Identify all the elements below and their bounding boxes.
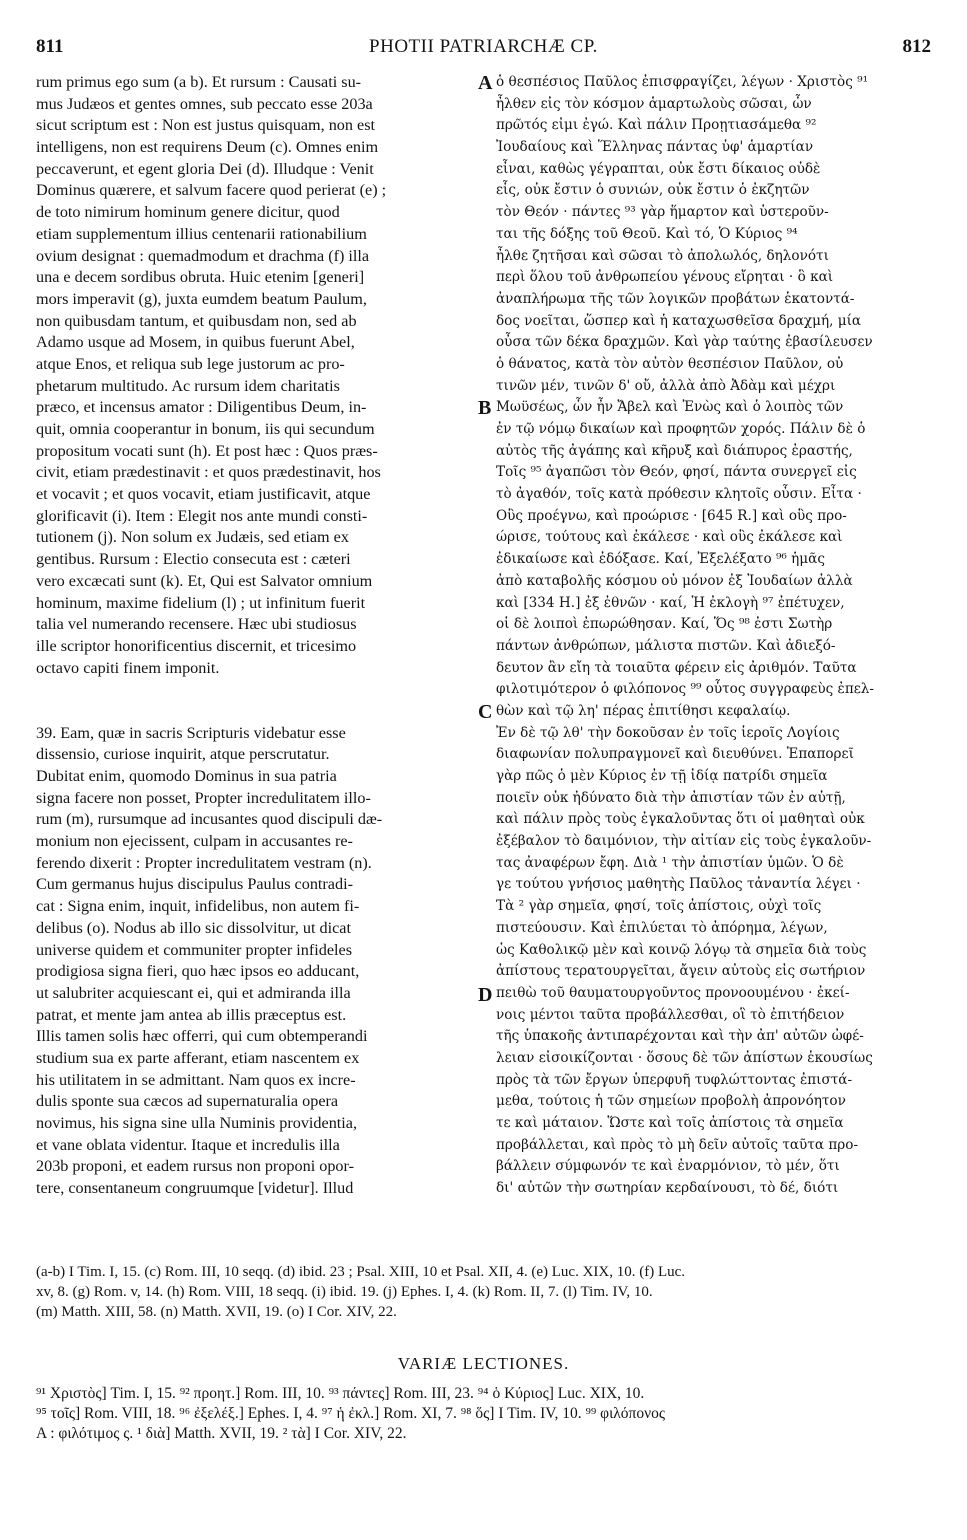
greek-line: εἶναι, καθὼς γέγραπται, οὐκ ἔστι δίκαιος οὐδὲ bbox=[496, 160, 821, 177]
greek-line: ὁ θεσπέσιος Παῦλος ἐπισφραγίζει, λέγων · Χριστὸς ⁹¹ bbox=[496, 74, 869, 90]
footnotes bbox=[36, 1262, 931, 1322]
section-marker-b: B bbox=[478, 397, 492, 419]
variant-reading-line: A : φιλότιμος ς. ¹ διὰ] Matth. XVII, 19. ² τὰ] I Cor. XIV, 22. bbox=[36, 1425, 407, 1442]
greek-line: δι' αὐτῶν τὴν σωτηρίαν κερδαίνουσι, τὸ δέ, διότι bbox=[496, 1180, 839, 1197]
latin-line: ovium designat : quemadmodum et drachma (f) illa bbox=[36, 246, 370, 265]
latin-column bbox=[36, 72, 470, 1200]
latin-line: de toto nimirum hominum genere dicitur, quod bbox=[36, 203, 340, 222]
greek-line: πάντων ἀνθρώπων, μάλιστα πιστῶν. Καὶ ἀδιεξό- bbox=[496, 637, 836, 654]
latin-line: et vane oblata videntur. Itaque et incredulis illa bbox=[36, 1135, 340, 1154]
greek-line: τῆς ὑπακοῆς ἀντιπαρέχονται καὶ τὴν ἀπ' αὐτῶν ὠφέ- bbox=[496, 1028, 864, 1045]
latin-line: signa facere non posset, Propter incredulitatem illo- bbox=[36, 788, 371, 807]
latin-line: et vocavit ; et quos vocavit, etiam justificavit, atque bbox=[36, 485, 371, 504]
greek-line: Τοῖς ⁹⁵ ἀγαπῶσι τὸν Θεόν, φησί, πάντα συνεργεῖ εἰς bbox=[496, 464, 857, 481]
greek-line: ἐν τῷ νόμῳ δικαίων καὶ προφητῶν χορός. Πάλιν δὲ ὁ bbox=[496, 421, 866, 437]
latin-line: talia vel numerando recensere. Hæc ubi studiosus bbox=[36, 615, 357, 634]
latin-line: etiam supplementum illius centenarii rationabilium bbox=[36, 224, 367, 243]
latin-line: una e decem sordibus obruta. Huic etenim [generi] bbox=[36, 268, 365, 287]
latin-line: Illis tamen solis hæc offerri, qui cum obtemperandi bbox=[36, 1027, 368, 1046]
latin-line: atque Enos, et reliqua sub lege justorum ac pro- bbox=[36, 354, 345, 373]
greek-line: νοις μέντοι ταῦτα προβάλλεσθαι, οἳ τὸ ἐπιτήδειον bbox=[496, 1006, 845, 1023]
greek-line: πρὸς τὰ τῶν ἔργων ὑπερφυῆ τυφλώττοντας ἐπιστά- bbox=[496, 1071, 853, 1088]
latin-line: tutionem (j). Non solum ex Judæis, sed etiam ex bbox=[36, 528, 349, 547]
variant-reading-line: ⁹¹ Χριστὸς] Tim. I, 15. ⁹² προητ.] Rom. III, 10. ⁹³ πάντες] Rom. III, 23. ⁹⁴ ὁ Κύριος] Luc. XIX, 10. bbox=[36, 1385, 645, 1402]
latin-line: his utilitatem in se admittant. Nam quos ex incre- bbox=[36, 1070, 356, 1089]
greek-line: προβάλλεται, καὶ πρὸς τὸ μὴ δεῖν αὐτοῖς ταῦτα προ- bbox=[496, 1136, 859, 1153]
greek-line: ἀπίστους τερατουργεῖται, ἄγειν αὐτοὺς εἰς σωτήριον bbox=[496, 963, 866, 980]
footnote-line: xv, 8. (g) Rom. v, 14. (h) Rom. VIII, 18 seqq. (i) ibid. 19. (j) Ephes. I, 4. (k) Rom. II, 7. (l) Tim. IV, 10. bbox=[36, 1284, 653, 1300]
greek-line: δος νοεῖται, ὥσπερ καὶ ἡ καταχωσθεῖσα δραχμή, μία bbox=[496, 312, 862, 329]
greek-line: βάλλειν σύμφωνόν τε καὶ ἐναρμόνιον, τὸ μέν, ὅτι bbox=[496, 1158, 840, 1175]
greek-line: καὶ πάλιν πρὸς τοὺς ἐγκαλοῦντας ὅτι οἱ μαθηταὶ οὐκ bbox=[496, 811, 865, 828]
latin-line: præco, et incensus amator : Diligentibus Deum, in- bbox=[36, 398, 367, 417]
greek-line: ἦλθεν εἰς τὸν κόσμον ἁμαρτωλοὺς σῶσαι, ὧν bbox=[496, 95, 812, 112]
variant-reading-line: ⁹⁵ τοῖς] Rom. VIII, 18. ⁹⁶ ἐξελέξ.] Ephes. I, 4. ⁹⁷ ἡ ἐκλ.] Rom. XI, 7. ⁹⁸ ὅς] I Tim. IV, 10. ⁹⁹ φιλόπονος bbox=[36, 1405, 665, 1422]
latin-line: non quibusdam tantum, et quibusdam non, sed ab bbox=[36, 311, 357, 330]
latin-line: phetarum multitudo. Ac rursum idem charitatis bbox=[36, 376, 340, 395]
greek-line: τινῶν μέν, τινῶν δ' οὔ, ἀλλὰ ἀπὸ Ἀδὰμ καὶ μέχρι bbox=[496, 377, 836, 394]
latin-line: glorificavit (i). Item : Elegit nos ante mundi consti- bbox=[36, 506, 368, 525]
latin-line: universe quidem et communiter propter infideles bbox=[36, 940, 353, 959]
section-marker-c: C bbox=[478, 701, 493, 723]
latin-line bbox=[36, 679, 470, 701]
greek-line: Τὰ ² γὰρ σημεῖα, φησί, τοῖς ἀπίστοις, οὐχὶ τοῖς bbox=[496, 898, 822, 915]
latin-line: octavo capiti finem imponit. bbox=[36, 658, 220, 677]
latin-line: ille scriptor honorificentius discernit, et tricesimo bbox=[36, 636, 357, 655]
greek-line: οἱ δὲ λοιποὶ ἐπωρώθησαν. Καί, Ὅς ⁹⁸ ἐστι Σωτὴρ bbox=[496, 616, 833, 633]
latin-line: mors imperavit (g), juxta eumdem beatum Paulum, bbox=[36, 289, 367, 308]
greek-line: διαφωνίαν πολυπραγμονεῖ καὶ διευθύνει. Ἐπαπορεῖ bbox=[496, 746, 854, 763]
latin-line: Adamo usque ad Mosem, in quibus fuerunt Abel, bbox=[36, 333, 355, 352]
latin-line: 203b proponi, et eadem rursus non proponi opor- bbox=[36, 1157, 354, 1176]
latin-line: cat : Signa enim, inquit, infidelibus, non autem fi- bbox=[36, 897, 360, 916]
greek-line: πειθὼ τοῦ θαυματουργοῦντος προνοουμένου · ἐκεί- bbox=[496, 984, 850, 1001]
greek-line: ὁ θάνατος, κατὰ τὸν αὐτὸν θεσπέσιον Παῦλον, οὐ bbox=[496, 355, 844, 372]
latin-line: mus Judæos et gentes omnes, sub peccato esse 203a bbox=[36, 94, 373, 113]
latin-line: ut salubriter acquiescant ei, qui et admiranda illa bbox=[36, 983, 351, 1002]
variae-lectiones bbox=[36, 1384, 931, 1444]
greek-line: δευτον ἂν εἴη τὰ τοιαῦτα φέρειν εἰς ἀριθμόν. Ταῦτα bbox=[496, 659, 857, 676]
left-page-number: 811 bbox=[36, 36, 64, 57]
latin-line: prodigiosa signa fieri, quo hæc ipsos eo adducant, bbox=[36, 962, 360, 981]
footnote-line: (m) Matth. XIII, 58. (n) Matth. XVII, 19. (o) I Cor. XIV, 22. bbox=[36, 1304, 397, 1320]
greek-line: ἀπὸ καταβολῆς κόσμου οὐ μόνον ἐξ Ἰουδαίων ἀλλὰ bbox=[496, 572, 853, 589]
latin-line: quit, omnia cooperantur in bonum, iis qui secundum bbox=[36, 420, 375, 438]
latin-line: rum primus ego sum (a b). Et rursum : Causati su- bbox=[36, 73, 362, 91]
greek-line: πρῶτός εἰμι ἐγώ. Καὶ πάλιν Προῃτιασάμεθα ⁹² bbox=[496, 117, 817, 134]
latin-line: studium sua ex parte afferant, etiam nascentem ex bbox=[36, 1048, 360, 1067]
greek-line: περὶ ὅλου τοῦ ἀνθρωπείου γένους εἴρηται · ὃ καὶ bbox=[496, 269, 834, 286]
greek-line: ὡς Καθολικῷ μὲν καὶ κοινῷ λόγῳ τὰ σημεῖα διὰ τοὺς bbox=[496, 941, 867, 958]
section-marker-a: A bbox=[478, 72, 493, 94]
latin-line: Dubitat enim, quomodo Dominus in sua patria bbox=[36, 767, 337, 785]
greek-line: Οὓς προέγνω, καὶ προώρισε · [645 R.] καὶ οὓς προ- bbox=[496, 507, 847, 524]
latin-line: patrat, et mente jam antea ab illis præceptus est. bbox=[36, 1005, 347, 1024]
greek-line: τὸ ἀγαθόν, τοῖς κατὰ πρόθεσιν κλητοῖς οὖσιν. Εἶτα · bbox=[496, 486, 862, 503]
greek-line: θὼν καὶ τῷ λη' πέρας ἐπιτίθησι κεφαλαίῳ. bbox=[496, 702, 791, 719]
latin-line: novimus, his signa sine ulla Numinis providentia, bbox=[36, 1114, 358, 1132]
latin-line: intelligens, non est requirens Deum (c). Omnes enim bbox=[36, 138, 379, 157]
greek-line: τας ἀναφέρων ἔφη. Διὰ ¹ τὴν ἀπιστίαν ὑμῶν. Ὁ δὲ bbox=[496, 854, 844, 871]
latin-line: 39. Eam, quæ in sacris Scripturis videbatur esse bbox=[36, 723, 346, 742]
latin-line: dissensio, curiose inquirit, atque perscrutatur. bbox=[36, 745, 330, 764]
greek-line: ώρισε, τούτους καὶ ἐκάλεσε · καὶ οὓς ἐκάλεσε καὶ bbox=[496, 529, 843, 546]
section-marker-d: D bbox=[478, 984, 493, 1006]
latin-line: civit, etiam prædestinavit : et quos prædestinavit, hos bbox=[36, 463, 381, 482]
latin-line: rum (m), rursumque ad incusantes quod discipuli dæ- bbox=[36, 810, 383, 829]
latin-line: propositum vocati sunt (h). Et post hæc : Quos præs- bbox=[36, 441, 378, 460]
latin-line bbox=[36, 701, 470, 723]
greek-line: οὖσα τῶν δέκα δραχμῶν. Καὶ γὰρ ταύτης ἐβασίλευσεν bbox=[496, 334, 873, 351]
greek-line: τὸν Θεόν · πάντες ⁹³ γὰρ ἥμαρτον καὶ ὑστεροῦν- bbox=[496, 204, 829, 221]
right-page-number: 812 bbox=[902, 36, 931, 57]
greek-line: εἷς, οὐκ ἔστιν ὁ συνιών, οὐκ ἔστιν ὁ ἐκζητῶν bbox=[496, 182, 810, 199]
greek-line: φιλοτιμότερον ὁ φιλόπονος ⁹⁹ οὗτος συγγραφεὺς ἐπελ- bbox=[496, 681, 875, 698]
greek-line: ἐδικαίωσε καὶ ἐδόξασε. Καί, Ἐξελέξατο ⁹⁶ ἡμᾶς bbox=[496, 551, 825, 568]
greek-line: Μωϋσέως, ὧν ἦν Ἄβελ καὶ Ἐνὼς καὶ ὁ λοιπὸς τῶν bbox=[496, 399, 844, 416]
greek-line: ποιεῖν οὐκ ἠδύνατο διὰ τὴν ἀπιστίαν τῶν ἐν αὐτῇ, bbox=[496, 789, 846, 806]
greek-line: μεθα, τούτοις ἡ τῶν σημείων προβολὴ ἀπρονόητον bbox=[496, 1093, 846, 1110]
latin-line: vero excæcati sunt (k). Et, Qui est Salvator omnium bbox=[36, 571, 373, 590]
footnote-line: (a-b) I Tim. I, 15. (c) Rom. III, 10 seqq. (d) ibid. 23 ; Psal. XIII, 10 et Psal. XII, 4. (e) Luc. XIX, 10. (f) Luc. bbox=[36, 1264, 686, 1280]
latin-line: hominum, maxime fidelium (l) ; ut infinitum fuerit bbox=[36, 593, 366, 612]
greek-line: ἐξέβαλον τὸ δαιμόνιον, τὴν αἰτίαν εἰς τοὺς ἐγκαλοῦν- bbox=[496, 833, 872, 850]
latin-line: Dominus quærere, et salvum facere quod perierat (e) ; bbox=[36, 181, 387, 200]
variae-lectiones-heading: VARIÆ LECTIONES. bbox=[397, 1354, 570, 1373]
latin-line: delibus (o). Nodus ab illo sic dissolvitur, ut dicat bbox=[36, 918, 351, 937]
latin-line: gentibus. Rursum : Electio consecuta est : cæteri bbox=[36, 550, 351, 569]
greek-line: ἀναπλήρωμα τῆς τῶν λογικῶν προβάτων ἑκατοντά- bbox=[496, 290, 855, 307]
running-header bbox=[36, 36, 931, 62]
greek-line: γὰρ πῶς ὁ μὲν Κύριος ἐν τῇ ἰδίᾳ πατρίδι σημεῖα bbox=[496, 768, 828, 784]
latin-line: peccaverunt, et egent gloria Dei (d). Illudque : Venit bbox=[36, 159, 374, 178]
greek-line: αὐτὸς τῆς ἀγάπης καὶ κῆρυξ καὶ διάπυρος ἐραστής, bbox=[496, 442, 853, 459]
greek-line: Ἰουδαίους καὶ Ἕλληνας πάντας ὑφ' ἁμαρτίαν bbox=[496, 139, 814, 156]
greek-line: καὶ [334 H.] ἐξ ἐθνῶν · καί, Ἡ ἐκλογὴ ⁹⁷ ἐπέτυχεν, bbox=[496, 594, 845, 611]
greek-line: λειαν εἰσοικίζονται · ὅσους δὲ τῶν ἀπίστων ἑκουσίως bbox=[496, 1049, 873, 1066]
greek-line: Ἐν δὲ τῷ λθ' τὴν δοκοῦσαν ἐν τοῖς ἱεροῖς Λογίοις bbox=[496, 724, 840, 741]
greek-line: τε καὶ μάταιον. Ὥστε καὶ τοῖς ἀπίστοις τὰ σημεῖα bbox=[496, 1115, 844, 1131]
greek-line: ται τῆς δόξης τοῦ Θεοῦ. Καὶ τό, Ὁ Κύριος ⁹⁴ bbox=[496, 225, 798, 242]
latin-line: dulis sponte sua cæcos ad supernaturalia opera bbox=[36, 1092, 339, 1111]
greek-line: πιστεύουσιν. Καὶ ἐπιλύεται τὸ ἀπόρημα, λέγων, bbox=[496, 919, 828, 936]
greek-line: ἦλθε ζητῆσαι καὶ σῶσαι τὸ ἀπολωλός, δηλονότι bbox=[496, 247, 829, 264]
latin-line: monium non ejecissent, culpam in accusantes re- bbox=[36, 832, 353, 851]
latin-line: ferendo dixerit : Propter incredulitatem vestram (n). bbox=[36, 853, 372, 872]
greek-column bbox=[496, 72, 932, 1200]
latin-line: Cum germanus hujus discipulus Paulus contradi- bbox=[36, 875, 353, 894]
latin-line: sicut scriptum est : Non est justus quisquam, non est bbox=[36, 116, 376, 135]
greek-line: γε τούτου γνήσιος μαθητὴς Παῦλος τἀναντία λέγει · bbox=[496, 876, 861, 893]
latin-line: tere, consentaneum congruumque [videtur]. Illud bbox=[36, 1179, 354, 1198]
running-title: PHOTII PATRIARCHÆ CP. bbox=[369, 36, 598, 57]
